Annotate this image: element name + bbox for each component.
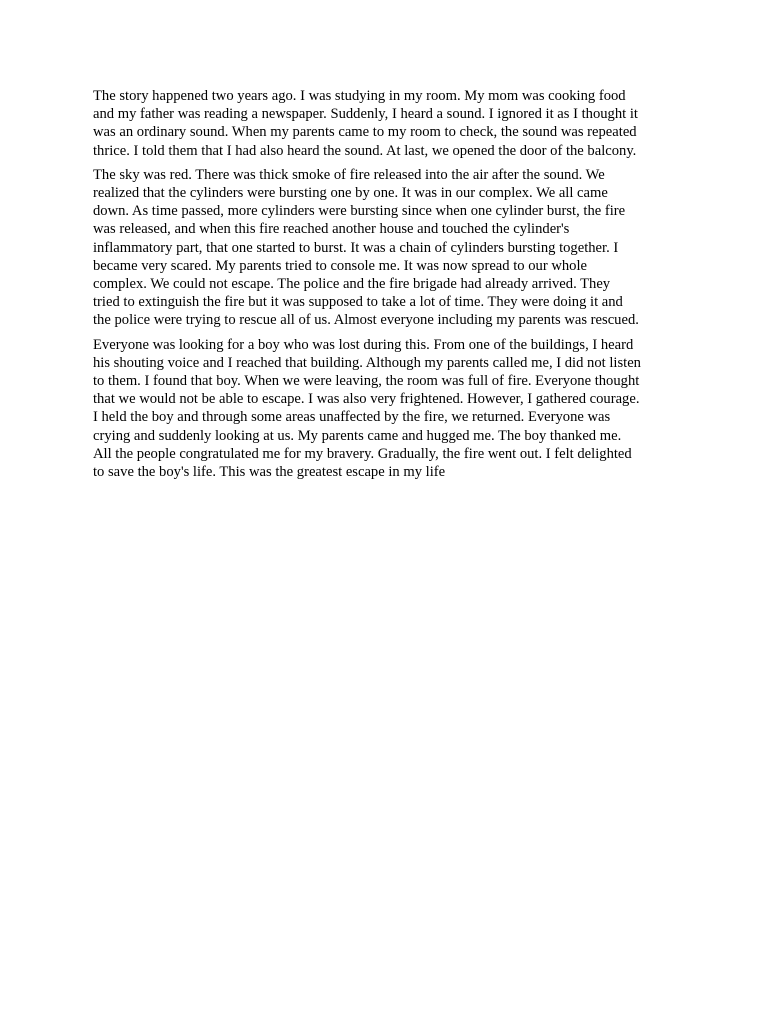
text-line: his shouting voice and I reached that building. Although my parents called me, I did not listen	[93, 354, 641, 371]
text-line: crying and suddenly looking at us. My parents came and hugged me. The boy thanked me.	[93, 427, 622, 444]
text-line: was an ordinary sound. When my parents came to my room to check, the sound was repeated	[93, 124, 637, 141]
text-line: thrice. I told them that I had also heard the sound. At last, we opened the door of the balcony.	[93, 142, 637, 159]
text-line: Everyone was looking for a boy who was lost during this. From one of the buildings, I heard	[93, 336, 634, 353]
document-body	[93, 87, 679, 487]
text-line: I held the boy and through some areas unaffected by the fire, we returned. Everyone was	[93, 409, 611, 426]
text-line: to save the boy's life. This was the greatest escape in my life	[93, 464, 446, 481]
text-line: and my father was reading a newspaper. Suddenly, I heard a sound. I ignored it as I thought it	[93, 106, 638, 123]
text-line: tried to extinguish the fire but it was supposed to take a lot of time. They were doing it and	[93, 294, 623, 311]
text-line: down. As time passed, more cylinders were bursting since when one cylinder burst, the fire	[93, 203, 626, 220]
text-line: that we would not be able to escape. I was also very frightened. However, I gathered courage.	[93, 391, 640, 408]
text-line: The story happened two years ago. I was studying in my room. My mom was cooking food	[93, 88, 626, 104]
text-line: was released, and when this fire reached another house and touched the cylinder's	[93, 221, 570, 238]
text-line: became very scared. My parents tried to console me. It was now spread to our whole	[93, 257, 587, 274]
paragraph-2	[93, 166, 679, 330]
text-line: to them. I found that boy. When we were leaving, the room was full of fire. Everyone thought	[93, 373, 640, 390]
text-line: The sky was red. There was thick smoke of fire released into the air after the sound. We	[93, 166, 605, 183]
text-line: All the people congratulated me for my bravery. Gradually, the fire went out. I felt delighted	[93, 445, 632, 462]
paragraph-3	[93, 336, 679, 482]
text-line: realized that the cylinders were bursting one by one. It was in our complex. We all came	[93, 185, 608, 202]
text-line: inflammatory part, that one started to burst. It was a chain of cylinders bursting together. I	[93, 239, 619, 256]
paragraph-1	[93, 87, 679, 160]
text-line: complex. We could not escape. The police and the fire brigade had already arrived. They	[93, 276, 611, 293]
text-line: the police were trying to rescue all of us. Almost everyone including my parents was rescued.	[93, 312, 639, 329]
